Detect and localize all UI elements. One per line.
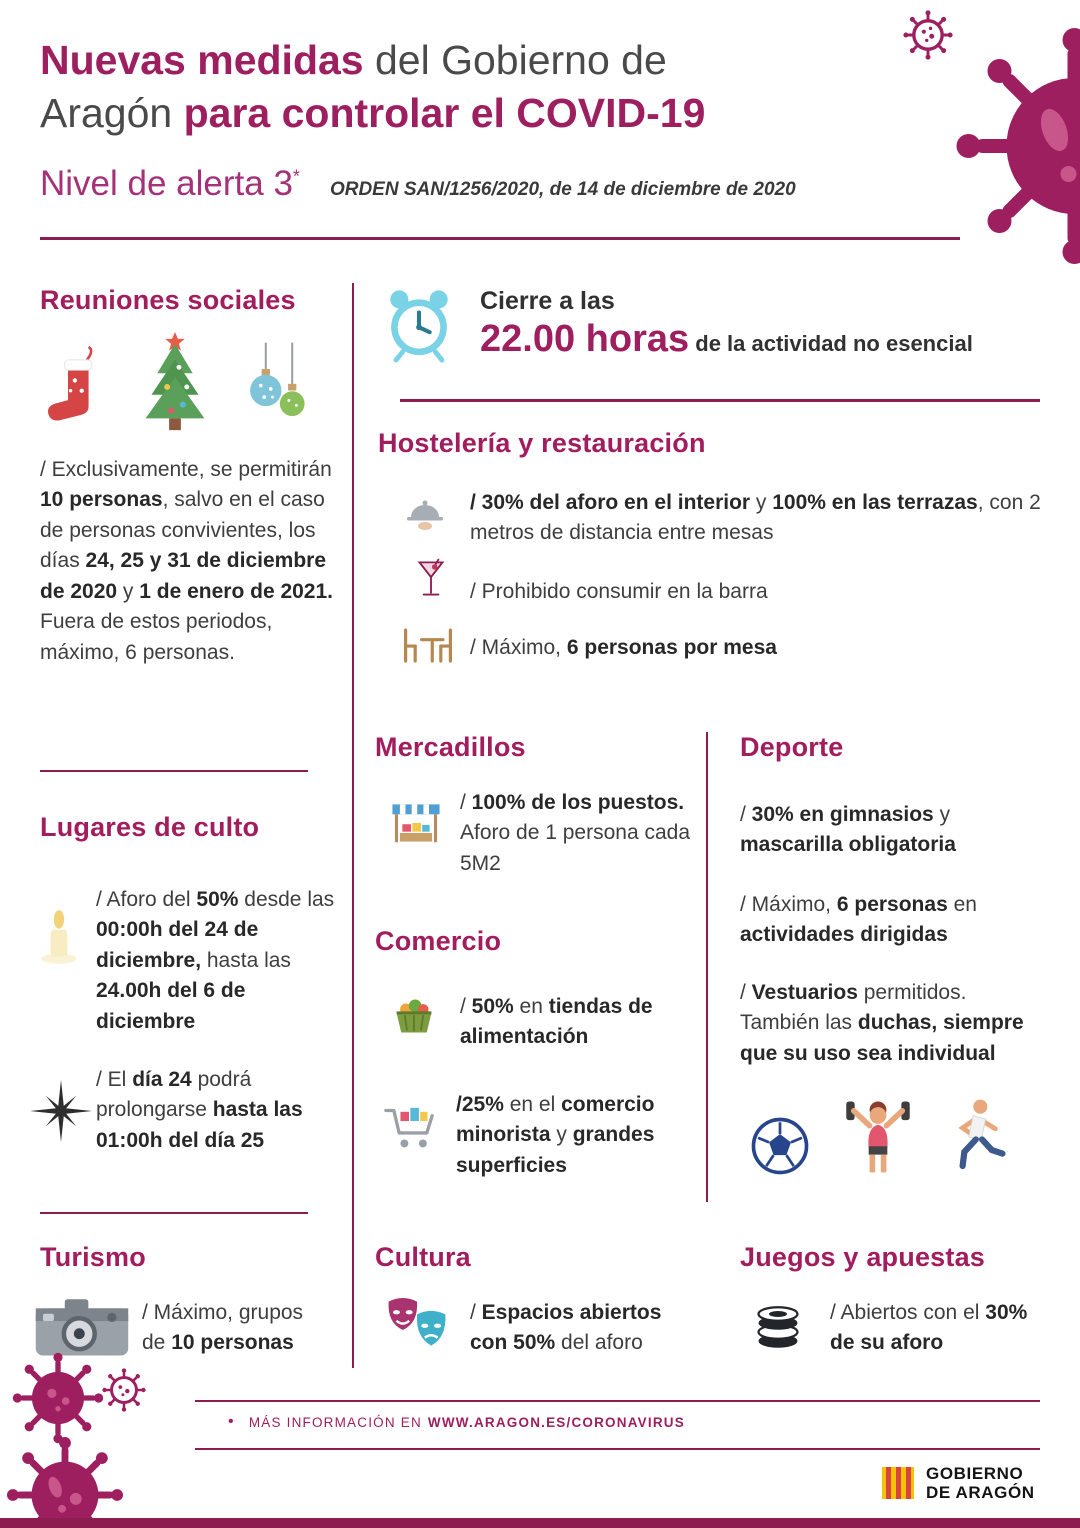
deporte-item-1: / 30% en gimnasios y mascarilla obligatoria [740,803,956,857]
christmas-icons [44,330,312,438]
virus-icon [952,26,1080,266]
footer-info [228,1413,685,1431]
deporte-item-2: / Máximo, 6 personas en actividades dirigidas [740,893,977,947]
closure-scope: de la actividad no esencial [689,331,973,356]
stocking-icon [44,340,104,438]
grocery-basket-icon [384,985,444,1043]
footer-info-url[interactable]: WWW.ARAGON.ES/CORONAVIRUS [427,1414,685,1430]
hosteleria-item-3: / Máximo, 6 personas por mesa [470,636,777,659]
logo-text [926,1464,1035,1502]
baubles-icon [246,338,312,438]
bottom-accent-bar [0,1518,1080,1528]
shopping-cart-icon [378,1088,444,1162]
soccer-ball-icon [748,1114,812,1178]
footer-info-label: MÁS INFORMACIÓN EN [248,1414,422,1430]
turismo-item-1: / Máximo, grupos de 10 personas [142,1301,304,1355]
hosteleria-item-2: / Prohibido consumir en la barra [470,580,768,603]
logo-line-2: DE ARAGÓN [926,1483,1035,1502]
cultura-heading: Cultura [375,1242,471,1272]
virus-icon [12,1352,104,1444]
culto-heading: Lugares de culto [40,812,260,842]
left-divider-2 [40,1212,308,1214]
vertical-divider-main [352,283,354,1368]
alert-footnote-mark: * [292,166,300,187]
mercadillos-heading: Mercadillos [375,732,526,762]
gobierno-aragon-logo [880,1464,1035,1502]
mercadillos-item-1: / 100% de los puestos. Aforo de 1 persona cada 5M2 [460,791,690,875]
closure-time: 22.00 horas [480,318,690,360]
comercio-item-1: / 50% en tiendas de alimentación [460,995,653,1049]
closure-divider [400,399,1040,402]
reuniones-body: / Exclusivamente, se permitirán 10 personas, salvo en el caso de personas convivientes, los días 24, 25 y 31 de diciembre de 2020 y 1 de enero de 2021. Fuera de estos periodos, máximo, 6 personas. [40,458,334,664]
alert-level: Nivel de alerta 3* [40,164,300,203]
title-line-2: Aragón para controlar el COVID-19 [40,90,706,136]
poker-chips-icon [748,1292,808,1354]
footer-bullet: • [228,1413,235,1430]
candle-icon [28,905,90,967]
alarm-clock-icon [378,283,460,365]
weightlifter-icon [840,1094,916,1178]
closure-intro: Cierre a las [480,287,615,315]
deporte-item-3: / Vestuarios permitidos. También las duchas, siempre que su uso sea individual [740,981,1024,1065]
serving-dish-icon [396,488,454,538]
aragon-flag-icon [880,1465,916,1501]
comercio-heading: Comercio [375,926,502,956]
left-divider-1 [40,770,308,772]
virus-outline-icon [102,1368,146,1412]
camera-icon [32,1292,132,1360]
hosteleria-heading: Hostelería y restauración [378,428,706,458]
table-chairs-icon [396,622,460,668]
juegos-heading: Juegos y apuestas [740,1242,986,1272]
turismo-heading: Turismo [40,1242,146,1272]
closure-line [480,318,1040,361]
page-title [40,34,880,140]
header [40,34,880,204]
order-reference: ORDEN SAN/1256/2020, de 14 de diciembre de 2020 [329,179,796,200]
logo-line-1: GOBIERNO [926,1464,1024,1483]
star-sparkle-icon [28,1078,94,1144]
footer-divider-bottom [195,1448,1040,1450]
closure-text [480,287,1040,361]
footer-divider-top [195,1400,1040,1402]
deporte-heading: Deporte [740,732,844,762]
market-stall-icon [384,792,448,854]
comercio-item-2: /25% en el comercio minorista y grandes superficies [456,1093,655,1177]
header-divider [40,237,960,240]
title-line-1: Nuevas medidas del Gobierno de [40,37,667,83]
vertical-divider-columns [706,732,708,1202]
cocktail-icon [408,546,454,610]
runner-icon [944,1092,1006,1178]
deporte-icons [748,1092,1006,1178]
reuniones-heading: Reuniones sociales [40,285,296,315]
virus-outline-icon [903,10,953,60]
christmas-tree-icon [132,330,218,438]
cultura-item-1: / Espacios abiertos con 50% del aforo [470,1301,662,1355]
juegos-item-1: / Abiertos con el 30% de su aforo [830,1301,1028,1355]
culto-item-2: / El día 24 podrá prolongarse hasta las 01:00h del día 25 [96,1068,303,1152]
theater-masks-icon [378,1292,456,1358]
hosteleria-item-1: / 30% del aforo en el interior y 100% en las terrazas, con 2 metros de distancia entre mesas [470,491,1041,545]
culto-item-1: / Aforo del 50% desde las 00:00h del 24 de diciembre, hasta las 24.00h del 6 de diciembre [96,888,335,1033]
alert-row [40,164,880,204]
virus-icon [6,1436,124,1528]
